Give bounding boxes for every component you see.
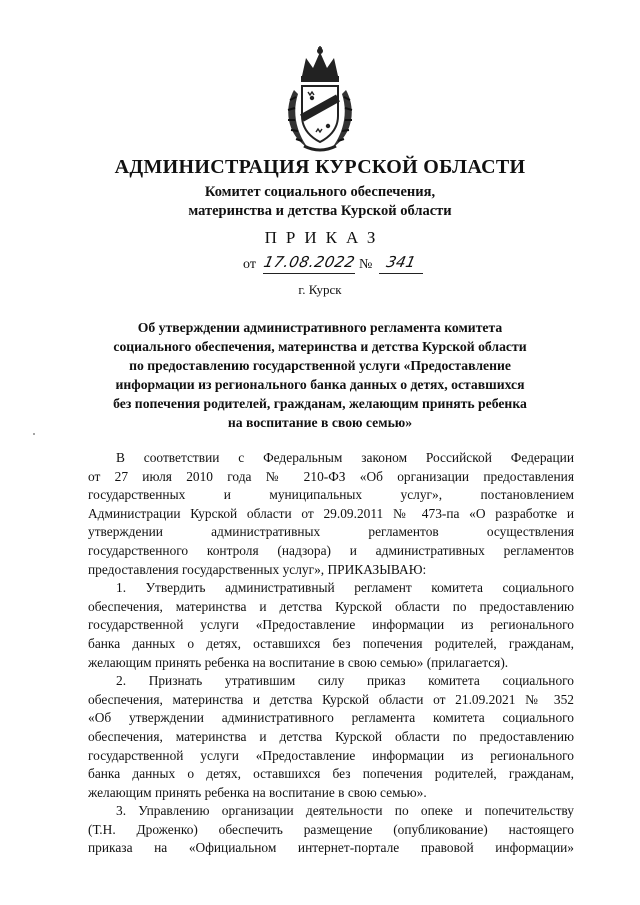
title-line: по предоставлению государственной услуги «Предоставление	[129, 358, 511, 373]
body-line: государственного контроля (надзора) и административных регламентов	[88, 542, 574, 558]
scan-speck	[33, 433, 35, 435]
body-line: 3. Управлению организации деятельности по опеке и попечительству	[116, 803, 574, 819]
body-line: желающим принять ребенка на воспитание в свою семью».	[88, 784, 427, 800]
body-line: банка данных о детях, оставшихся без попечения родителей, гражданам,	[88, 766, 574, 782]
title-line: социального обеспечения, материнства и детства Курской области	[113, 339, 527, 354]
order-date-number-line	[243, 254, 483, 276]
body-line: государственной услуги «Предоставление информации из регионального	[88, 747, 574, 763]
document-body	[88, 449, 574, 858]
title-line: на воспитание в свою семью»	[227, 415, 413, 430]
order-date-prefix: от	[243, 257, 256, 272]
body-line: обеспечения, материнства и детства Курской области по предоставлению	[88, 728, 574, 744]
order-heading: ПРИКАЗ	[264, 228, 385, 247]
department-name-line-1: Комитет социального обеспечения,	[204, 184, 436, 200]
organization-title: АДМИНИСТРАЦИЯ КУРСКОЙ ОБЛАСТИ	[114, 156, 526, 178]
department-name-line-2: материнства и детства Курской области	[188, 203, 452, 219]
body-line: приказа на «Официальном интернет-портале правовой информации»	[88, 840, 574, 856]
body-line: (Т.Н. Дроженко) обеспечить размещение (опубликование) настоящего	[88, 821, 574, 837]
title-line: без попечения родителей, гражданам, желающим принять ребенка	[113, 396, 527, 411]
body-line: «Об утверждении административного регламента комитета социального	[88, 710, 574, 726]
body-line: государственных и муниципальных услуг», постановлением	[88, 487, 574, 503]
body-line: предоставления государственных услуг», ПРИКАЗЫВАЮ:	[88, 561, 427, 577]
body-line: В соответствии с Федеральным законом Российской Федерации	[116, 450, 574, 465]
title-line: информации из регионального банка данных о детях, оставшихся	[115, 377, 525, 392]
title-line: Об утверждении административного регламента комитета	[137, 320, 503, 335]
number-underline	[379, 273, 423, 274]
coat-of-arms-emblem	[282, 46, 358, 156]
body-line: банка данных о детях, оставшихся без попечения родителей, гражданам,	[88, 635, 574, 651]
city-name: г. Курск	[298, 282, 342, 297]
body-line: от 27 июля 2010 года № 210-ФЗ «Об организации предоставления	[88, 468, 574, 484]
order-date-handwritten: 17.08.2022	[262, 253, 357, 271]
body-line: государственной услуги «Предоставление информации из регионального	[88, 617, 574, 633]
document-title	[60, 318, 580, 432]
body-line: Администрации Курской области от 29.09.2011 № 473-па «О разработке и	[88, 505, 574, 521]
body-line: желающим принять ребенка на воспитание в свою семью» (прилагается).	[88, 654, 509, 670]
order-number-handwritten: 341	[384, 253, 418, 271]
body-line: 2. Признать утратившим силу приказ комитета социального	[116, 673, 574, 689]
number-sign: №	[359, 257, 373, 272]
date-underline	[263, 273, 355, 274]
body-line: обеспечения, материнства и детства Курской области по предоставлению	[88, 598, 574, 614]
body-line: утверждении административных регламентов осуществления	[88, 524, 574, 540]
body-line: обеспечения, материнства и детства Курской области от 21.09.2021 № 352	[88, 691, 574, 707]
body-line: 1. Утвердить административный регламент комитета социального	[116, 580, 574, 596]
